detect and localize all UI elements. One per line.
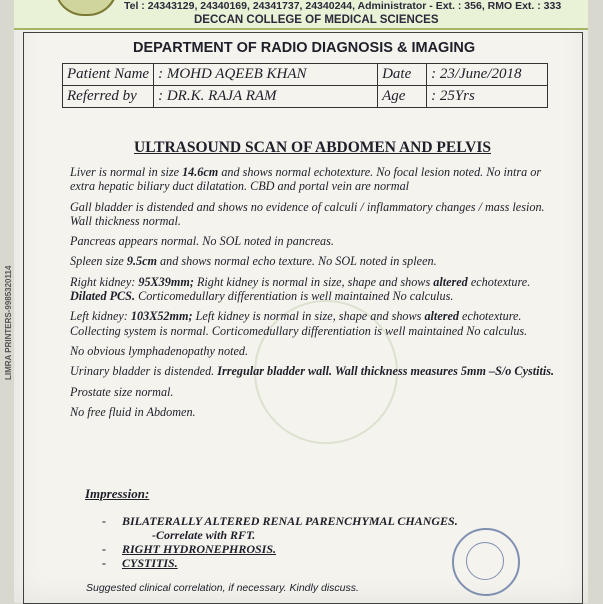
referred-by-value: : DR.K. RAJA RAM <box>154 86 378 108</box>
impression-item: - CYSTITIS. <box>102 556 178 570</box>
patient-info-table <box>62 63 548 108</box>
finding-right-kidney: Right kidney: 95X39mm; Right kidney is normal in size, shape and shows altered echotexture. Dilated PCS. Corticomedullary differentiation is well maintained No calculus. <box>70 274 531 304</box>
finding-liver: Liver is normal in size 14.6cm and shows normal echotexture. No focal lesion noted. No intra or extra hepatic biliary duct dilatation. CBD and portal vein are normal <box>70 165 542 194</box>
finding-lymph-nodes: No obvious lymphadenopathy noted. <box>70 343 249 358</box>
letterhead-college-name: DECCAN COLLEGE OF MEDICAL SCIENCES <box>194 14 439 26</box>
impression-list <box>92 514 458 570</box>
letterhead-phone: Tel : 24343129, 24340169, 24341737, 24340244, Administrator - Ext. : 356, RMO Ext. : 333 <box>124 0 562 12</box>
patient-name-label: Patient Name <box>63 64 154 86</box>
report-page <box>14 0 588 603</box>
college-logo <box>54 0 118 16</box>
report-heading: ULTRASOUND SCAN OF ABDOMEN AND PELVIS <box>134 139 491 156</box>
impression-item: - RIGHT HYDRONEPHROSIS. <box>102 542 277 556</box>
impression-item: - BILATERALLY ALTERED RENAL PARENCHYMAL CHANGES. <box>102 514 458 528</box>
date-label: Date <box>378 64 427 86</box>
age-label: Age <box>378 86 427 108</box>
findings-section <box>70 165 564 425</box>
letterhead-band <box>14 0 588 30</box>
footer-note: Suggested clinical correlation, if necessary. Kindly discuss. <box>86 582 359 594</box>
impression-item: -Correlate with RFT. <box>152 528 256 542</box>
patient-name-value: : MOHD AQEEB KHAN <box>154 64 378 86</box>
finding-gall-bladder: Gall bladder is distended and shows no evidence of calculi / inflammatory changes / mass lesion. Wall thickness normal. <box>70 199 545 228</box>
finding-pancreas: Pancreas appears normal. No SOL noted in pancreas. <box>70 234 334 249</box>
finding-prostate: Prostate size normal. <box>70 384 174 399</box>
printer-mark: LIMRA PRINTERS-9985320114 <box>4 265 13 380</box>
department-title: DEPARTMENT OF RADIO DIAGNOSIS & IMAGING <box>133 40 476 56</box>
finding-spleen: Spleen size 9.5cm and shows normal echo texture. No SOL noted in spleen. <box>70 254 437 269</box>
impression-label: Impression: <box>85 486 150 501</box>
doctor-stamp <box>452 528 520 596</box>
date-value: : 23/June/2018 <box>427 64 548 86</box>
finding-free-fluid: No free fluid in Abdomen. <box>70 404 196 419</box>
finding-left-kidney: Left kidney: 103X52mm; Left kidney is normal in size, shape and shows altered echotexture. Collecting system is normal. Corticomedullary differentiation is well maintained No calculus. <box>70 309 528 338</box>
referred-by-label: Referred by <box>63 86 154 108</box>
age-value: : 25Yrs <box>427 86 548 108</box>
finding-urinary-bladder: Urinary bladder is distended. Irregular bladder wall. Wall thickness measures 5mm –S/o Cystitis. <box>70 364 555 379</box>
